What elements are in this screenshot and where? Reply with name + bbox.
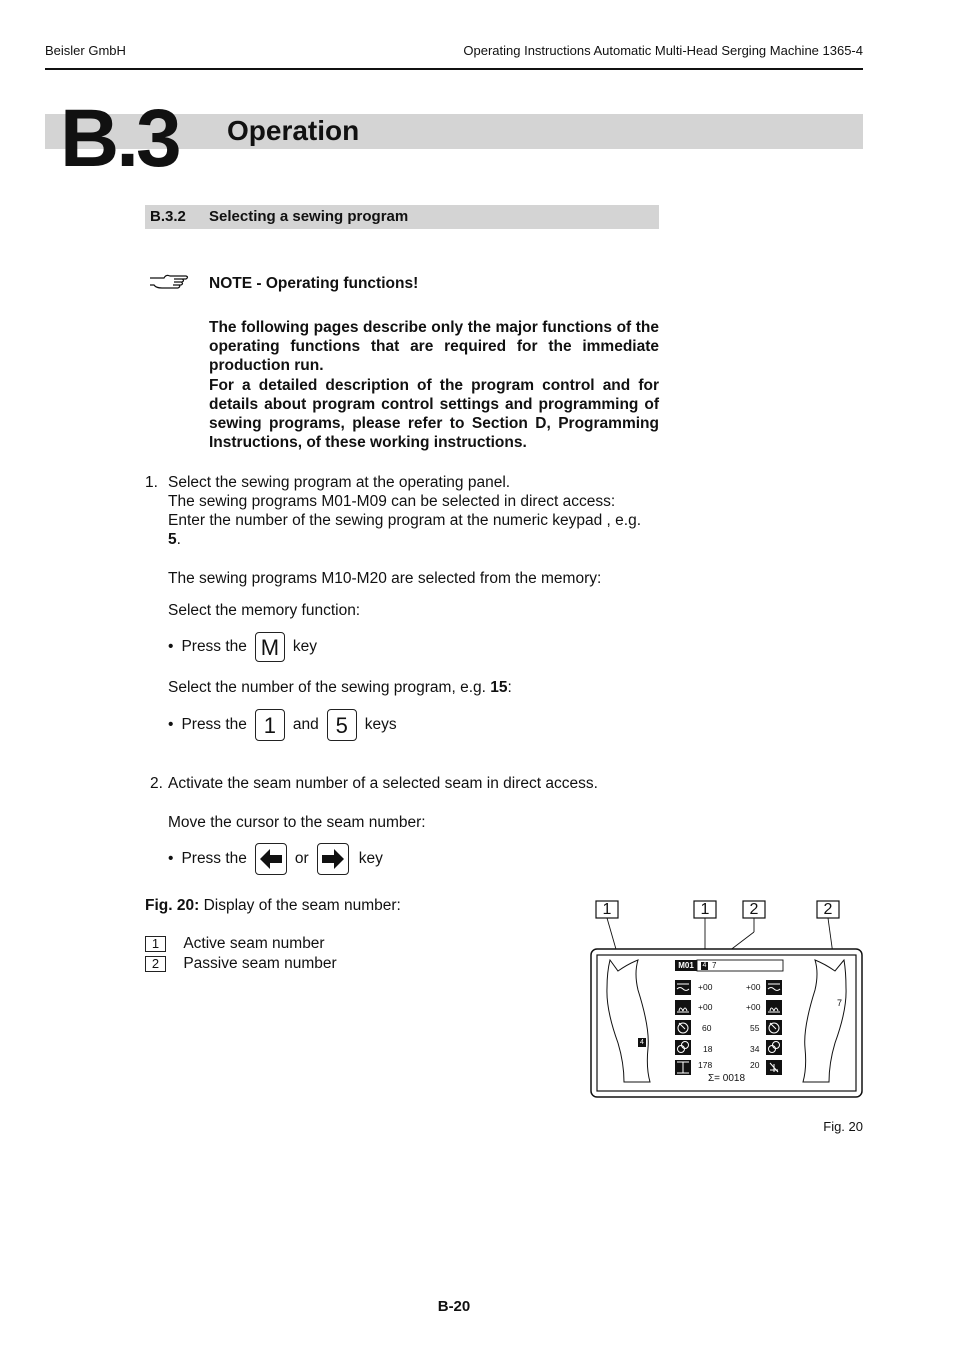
passive-seam-number: 7	[712, 961, 717, 970]
key-1: 1	[255, 709, 285, 741]
press-the-text: Press the	[181, 716, 247, 733]
figure-caption-text: Display of the seam number:	[203, 897, 401, 914]
step1-line4: The sewing programs M10-M20 are selected from the memory:	[168, 570, 602, 587]
right-value-1: +00	[746, 982, 761, 992]
note-body	[209, 318, 659, 452]
callout-2a: 2	[749, 901, 759, 918]
total-counter: Σ= 0018	[708, 1073, 746, 1084]
pointing-hand-icon	[148, 272, 190, 299]
arrow-left-icon	[257, 845, 285, 873]
callout-1b: 1	[700, 901, 710, 918]
arrow-left-key	[255, 843, 287, 875]
section-title: Operation	[227, 115, 360, 146]
bullet-press-1-5	[168, 709, 397, 741]
left-seam-marker: 4	[640, 1039, 644, 1046]
legend-box-1: 1	[145, 936, 166, 952]
note-heading: NOTE - Operating functions!	[209, 275, 419, 292]
right-seam-marker: 7	[837, 998, 843, 1008]
step1-example-15: 15	[490, 679, 508, 696]
bullet-dot: •	[168, 850, 174, 867]
or-text: or	[294, 850, 309, 867]
step2-line2: Move the cursor to the seam number:	[168, 814, 426, 831]
step1-line3: Enter the number of the sewing program at the numeric keypad , e.g.	[168, 512, 642, 529]
figure-caption	[145, 896, 401, 915]
left-value-1: +00	[698, 982, 713, 992]
display-drawing	[588, 898, 866, 1100]
step1-line1: Select the sewing program at the operating panel.	[168, 474, 511, 491]
left-value-2: +00	[698, 1002, 713, 1012]
and-text: and	[292, 716, 319, 733]
step1-line6-text: Select the number of the sewing program, e.g.	[168, 679, 486, 696]
subsection-heading	[145, 205, 659, 229]
arrow-right-key	[317, 843, 349, 875]
header-company: Beisler GmbH	[45, 43, 126, 58]
note-paragraph-1: The following pages describe only the major functions of the operating functions that are required for the immediate production run.	[209, 319, 659, 375]
bullet-dot: •	[168, 716, 174, 733]
key-5: 5	[327, 709, 357, 741]
figure-caption-label: Fig. 20:	[145, 897, 200, 914]
bullet-press-arrows	[168, 843, 383, 875]
step1-line6: Select the number of the sewing program, e.g. 15:	[168, 679, 512, 696]
key-word: key	[292, 638, 318, 655]
legend-text-passive: Passive seam number	[183, 955, 337, 972]
bullet-press-m	[168, 632, 317, 662]
program-number: M01	[678, 961, 694, 970]
note-paragraph-2: For a detailed description of the program control and for details about program control settings and programming of sewing programs, please refer to Section D, Programming Instructions, of these working instructions.	[209, 376, 659, 452]
legend-text-active: Active seam number	[183, 935, 325, 952]
right-value-4: 34	[750, 1044, 760, 1054]
left-value-5: 178	[698, 1060, 713, 1070]
right-value-3: 55	[750, 1023, 760, 1033]
active-seam-number: 4	[702, 962, 707, 969]
header-rule	[45, 68, 863, 70]
arrow-right-icon	[319, 845, 347, 873]
step2-number: 2.	[150, 775, 163, 792]
press-the-text: Press the	[181, 850, 247, 867]
subsection-number: B.3.2	[150, 208, 186, 225]
press-the-text: Press the	[181, 638, 247, 655]
step1-line5: Select the memory function:	[168, 602, 361, 619]
legend-item-passive	[145, 954, 337, 973]
step1-line3-value-line: 5.	[168, 531, 181, 548]
page-number: B-20	[437, 1298, 471, 1315]
keys-word: keys	[364, 716, 397, 733]
step1-number: 1.	[145, 474, 158, 491]
memory-key: M	[255, 632, 285, 662]
legend-item-active	[145, 934, 325, 953]
step2-line1: Activate the seam number of a selected seam in direct access.	[168, 775, 598, 792]
left-value-4: 18	[703, 1044, 713, 1054]
subsection-title: Selecting a sewing program	[209, 208, 409, 225]
figure-20	[588, 898, 866, 1100]
section-number: B.3	[60, 93, 179, 184]
header-doc-title: Operating Instructions Automatic Multi-Head Serging Machine 1365-4	[463, 43, 863, 58]
callout-1a: 1	[602, 901, 612, 918]
key-word: key	[358, 850, 383, 867]
step1-line2: The sewing programs M01-M09 can be selected in direct access:	[168, 493, 616, 510]
step1-example-5: 5	[168, 531, 177, 548]
legend-box-2: 2	[145, 956, 166, 972]
right-value-2: +00	[746, 1002, 761, 1012]
bullet-dot: •	[168, 638, 174, 655]
callout-2b: 2	[823, 901, 833, 918]
left-value-3: 60	[702, 1023, 712, 1033]
figure-label: Fig. 20	[823, 1119, 863, 1134]
right-value-5: 20	[750, 1060, 760, 1070]
